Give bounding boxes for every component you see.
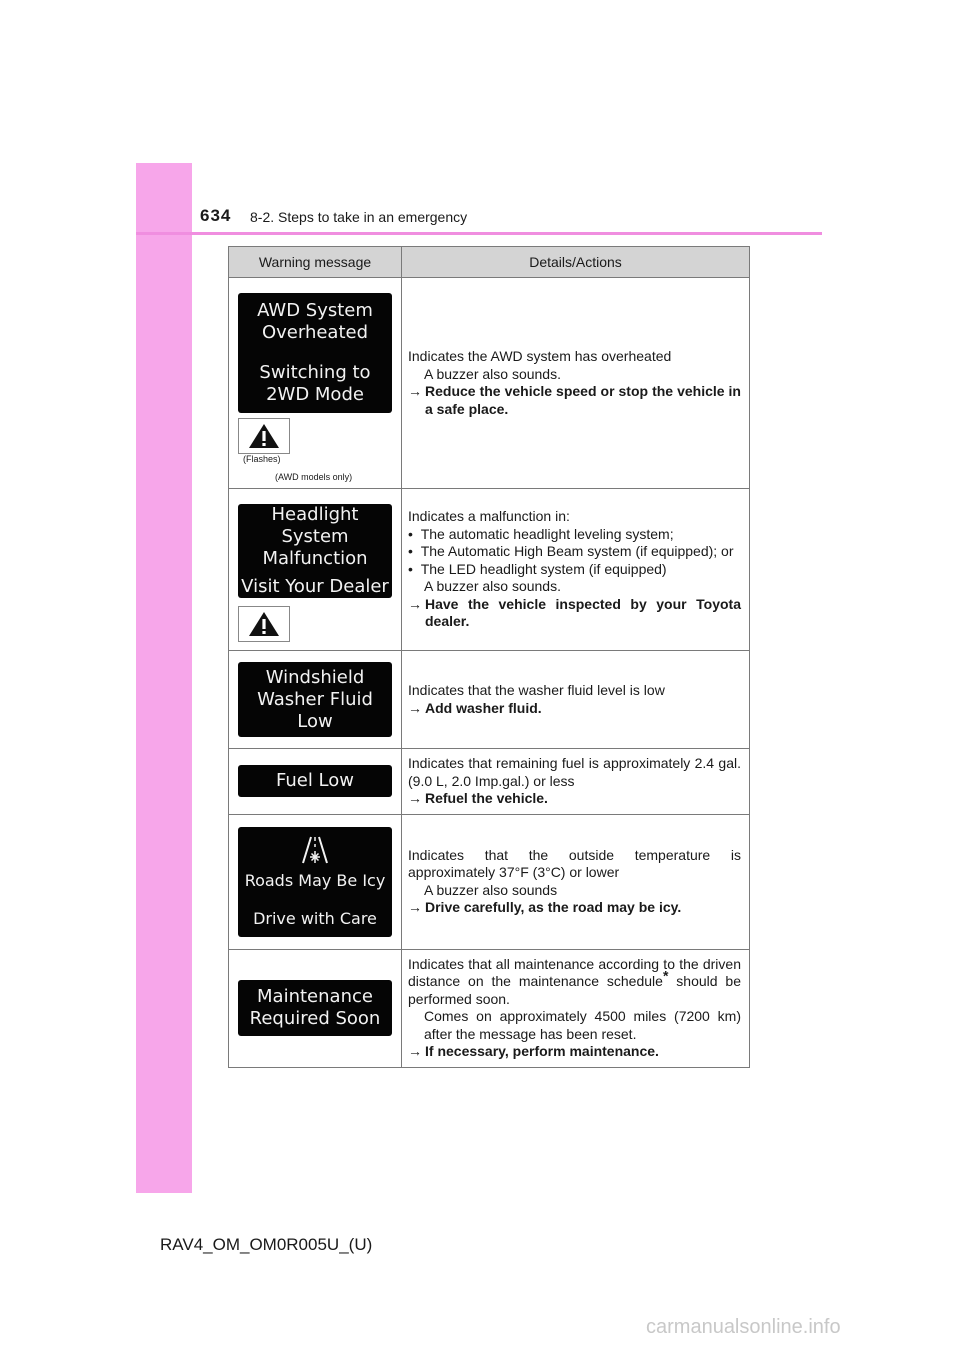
- warning-triangle-icon: [238, 418, 290, 454]
- details-text-part: should be performed soon.: [408, 973, 741, 1007]
- details-cell: [402, 749, 750, 815]
- details-text: Indicates the AWD system has overheated: [408, 348, 672, 364]
- arrow-icon: →: [408, 1043, 422, 1059]
- footnote-star: *: [662, 967, 669, 984]
- display-line: Fuel Low: [275, 770, 355, 792]
- action-label: If necessary, perform maintenance.: [425, 1043, 659, 1059]
- display-line: 2WD Mode: [266, 384, 364, 405]
- section-title: 8-2. Steps to take in an emergency: [250, 209, 468, 225]
- warning-message-cell: [229, 749, 402, 815]
- display-line: Visit Your Dealer: [241, 576, 389, 597]
- header-rule: [136, 232, 822, 235]
- details-text: Indicates that the outside temperature is approximately 37°F (3°C) or lower: [408, 846, 741, 880]
- details-text: [408, 956, 741, 1009]
- action-text: [408, 383, 741, 418]
- details-text-part: Indicates that all maintenance according to the driven distance on the maintenance schedule: [408, 955, 741, 989]
- warning-triangle-icon: [238, 606, 290, 642]
- action-text: [408, 700, 741, 718]
- table-row: [229, 651, 750, 749]
- display-line: Maintenance: [257, 986, 373, 1007]
- action-text: [408, 1043, 741, 1061]
- maintenance-required-display: [238, 980, 392, 1036]
- warning-message-cell: [229, 489, 402, 651]
- table-row: [229, 278, 750, 489]
- action-label: Add washer fluid.: [425, 699, 542, 716]
- display-line: Washer Fluid: [257, 688, 373, 710]
- arrow-icon: →: [408, 790, 422, 806]
- warning-message-table: [228, 246, 750, 1068]
- action-text: [408, 899, 741, 917]
- bullet-text: The automatic headlight leveling system;: [420, 525, 674, 542]
- action-label: Refuel the vehicle.: [425, 790, 548, 806]
- details-text: Indicates a malfunction in:: [408, 508, 570, 525]
- washer-fluid-low-display: [238, 662, 392, 737]
- column-header-details: Details/Actions: [402, 247, 750, 278]
- details-cell: [402, 651, 750, 749]
- table-header-row: [229, 247, 750, 278]
- action-label: Reduce the vehicle speed or stop the vehicle in a safe place.: [425, 383, 741, 417]
- side-tab: [136, 163, 192, 1193]
- bullet-text: The LED headlight system (if equipped): [420, 560, 667, 577]
- display-line: Low: [297, 710, 333, 732]
- table-row: [229, 949, 750, 1067]
- fuel-low-display: [238, 765, 392, 797]
- display-line: Headlight System: [271, 504, 359, 547]
- awd-overheated-display: [238, 293, 392, 413]
- arrow-icon: →: [408, 699, 422, 716]
- arrow-icon: →: [408, 383, 422, 399]
- page-number: 634: [200, 206, 232, 225]
- arrow-icon: →: [408, 595, 422, 612]
- display-line: Drive with Care: [253, 908, 377, 928]
- details-cell: [402, 278, 750, 489]
- flashes-label: (Flashes): [243, 454, 281, 464]
- display-line: Overheated: [261, 322, 369, 343]
- table-row: [229, 814, 750, 949]
- headlight-malfunction-display: [238, 504, 392, 598]
- display-line: AWD System: [257, 300, 373, 321]
- watermark: carmanualsonline.info: [646, 1316, 841, 1338]
- bullet-item: • The automatic headlight leveling system;: [408, 525, 674, 542]
- column-header-warning-message: Warning message: [229, 247, 402, 278]
- document-id: RAV4_OM_OM0R005U_(U): [160, 1235, 373, 1254]
- action-text: [408, 790, 741, 808]
- icy-road-icon: [301, 835, 329, 865]
- warning-message-cell: [229, 814, 402, 949]
- warning-message-cell: [229, 278, 402, 489]
- arrow-icon: →: [408, 899, 422, 915]
- action-label: Drive carefully, as the road may be icy.: [425, 899, 682, 915]
- display-line: Malfunction: [262, 548, 368, 569]
- bullet-item: • The Automatic High Beam system (if equipped); or: [408, 543, 734, 560]
- warning-message-cell: [229, 651, 402, 749]
- action-text: [408, 596, 741, 631]
- awd-models-note: (AWD models only): [275, 472, 353, 482]
- details-note: A buzzer also sounds: [424, 881, 558, 898]
- table-row: [229, 749, 750, 815]
- details-note: A buzzer also sounds.: [424, 365, 561, 382]
- display-line: Switching to: [259, 362, 371, 383]
- details-note: A buzzer also sounds.: [424, 578, 561, 595]
- roads-icy-display: [238, 827, 392, 937]
- details-cell: [402, 814, 750, 949]
- bullet-text: The Automatic High Beam system (if equipped); or: [420, 543, 734, 560]
- display-line: Windshield: [265, 666, 365, 688]
- details-text: Indicates that remaining fuel is approximately 2.4 gal. (9.0 L, 2.0 Imp.gal.) or less: [408, 755, 741, 789]
- table-row: [229, 489, 750, 651]
- display-line: Required Soon: [249, 1008, 381, 1029]
- action-label: Have the vehicle inspected by your Toyota dealer.: [425, 595, 741, 630]
- details-text: Indicates that the washer fluid level is low: [408, 682, 665, 698]
- details-note: Comes on approximately 4500 miles (7200 km) after the message has been reset.: [424, 1008, 741, 1042]
- display-line: Roads May Be Icy: [244, 870, 386, 890]
- details-cell: [402, 949, 750, 1067]
- details-cell: [402, 489, 750, 651]
- bullet-item: • The LED headlight system (if equipped): [408, 560, 667, 577]
- warning-message-cell: [229, 949, 402, 1067]
